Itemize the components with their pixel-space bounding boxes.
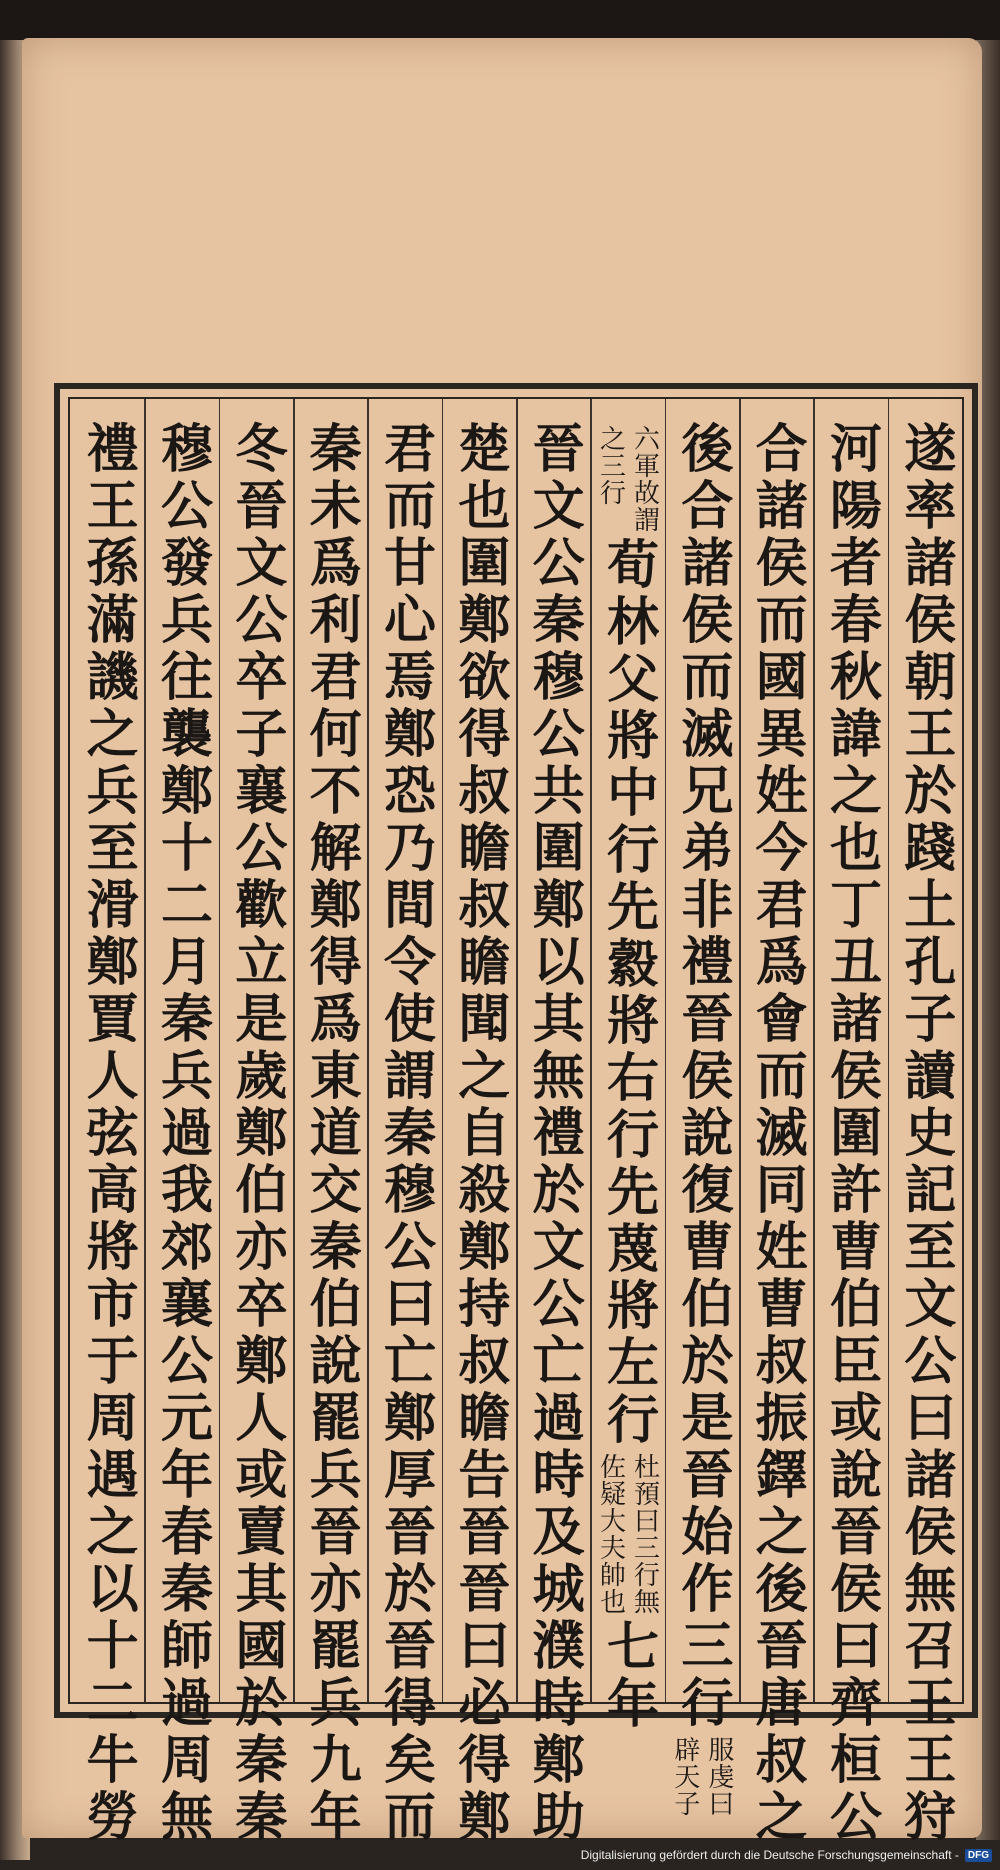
text-column <box>298 421 362 1846</box>
column-rule <box>813 399 815 1702</box>
text-column <box>670 421 734 1821</box>
column-rule <box>442 399 444 1702</box>
text-column <box>150 421 214 1846</box>
column-rule <box>888 399 890 1702</box>
text-column <box>75 421 139 1846</box>
column-text: 河陽者春秋諱之也丁丑諸侯圍許曹伯臣或說晉侯曰齊桓公 <box>820 421 882 1846</box>
text-column <box>819 421 883 1846</box>
column-rule <box>293 399 295 1702</box>
column-text: 遂率諸侯朝王於踐土孔子讀史記至文公曰諸侯無召王王狩 <box>894 421 956 1846</box>
column-rule <box>367 399 369 1702</box>
text-column <box>596 421 660 1733</box>
column-text: 晉文公秦穆公共圍鄭以其無禮於文公亡過時及城濮時鄭助 <box>523 421 585 1846</box>
text-column <box>744 421 808 1846</box>
digitization-credit <box>581 1848 992 1862</box>
text-frame <box>54 383 978 1846</box>
column-rule <box>739 399 741 1702</box>
note-line: 杜預曰三行無 <box>629 1453 660 1615</box>
column-text: 楚也圍鄭欲得叔瞻叔瞻聞之自殺鄭持叔瞻告晉晉曰必得鄭 <box>448 421 510 1846</box>
note-line: 佐疑大夫帥也 <box>595 1453 626 1615</box>
book-page <box>22 38 982 1846</box>
column-text: 七年 <box>597 1619 659 1733</box>
column-text: 後合諸侯而滅兄弟非禮晉侯說復曹伯於是晉始作三行 <box>671 421 733 1732</box>
interlinear-note <box>670 1736 734 1817</box>
text-column <box>373 421 437 1846</box>
column-rule <box>590 399 592 1702</box>
column-text: 合諸侯而國異姓今君爲會而滅同姓曹叔振鐸之後晉唐叔之 <box>746 421 808 1846</box>
column-text: 秦未爲利君何不解鄭得爲東道交秦伯說罷兵晉亦罷兵九年 <box>300 421 362 1846</box>
text-column <box>893 421 957 1846</box>
column-rule <box>665 399 667 1702</box>
column-rule <box>144 399 146 1702</box>
note-line: 六軍故謂 <box>629 425 660 533</box>
text-column <box>521 421 585 1846</box>
interlinear-note <box>596 1453 660 1615</box>
column-text: 穆公發兵往襲鄭十二月秦兵過我郊襄公元年春秦師過周無 <box>151 421 213 1846</box>
text-frame-inner <box>68 397 964 1846</box>
credit-text: Digitalisierung gefördert durch die Deutsche Forschungsgemeinschaft - <box>580 1848 959 1862</box>
dfg-logo: DFG <box>965 1849 992 1862</box>
note-line: 服虔曰 <box>703 1736 734 1817</box>
column-text: 冬晉文公卒子襄公歡立是歲鄭伯亦卒鄭人或賣其國於秦秦 <box>225 421 287 1846</box>
column-text: 荀林父將中行先縠將右行先蔑將左行 <box>597 537 659 1449</box>
text-column <box>224 421 288 1846</box>
interlinear-note <box>596 425 660 533</box>
column-rule <box>219 399 221 1702</box>
column-rule <box>516 399 518 1702</box>
column-text: 君而甘心焉鄭恐乃間令使謂秦穆公曰亡鄭厚晉於晉得矣而 <box>374 421 436 1846</box>
note-line: 之三行 <box>595 425 626 506</box>
text-column <box>447 421 511 1846</box>
scan-background-top <box>0 0 1000 42</box>
note-line: 辟天子 <box>669 1736 700 1817</box>
column-text: 禮王孫滿譏之兵至滑鄭賈人弦高將市于周遇之以十二牛勞 <box>77 421 139 1846</box>
